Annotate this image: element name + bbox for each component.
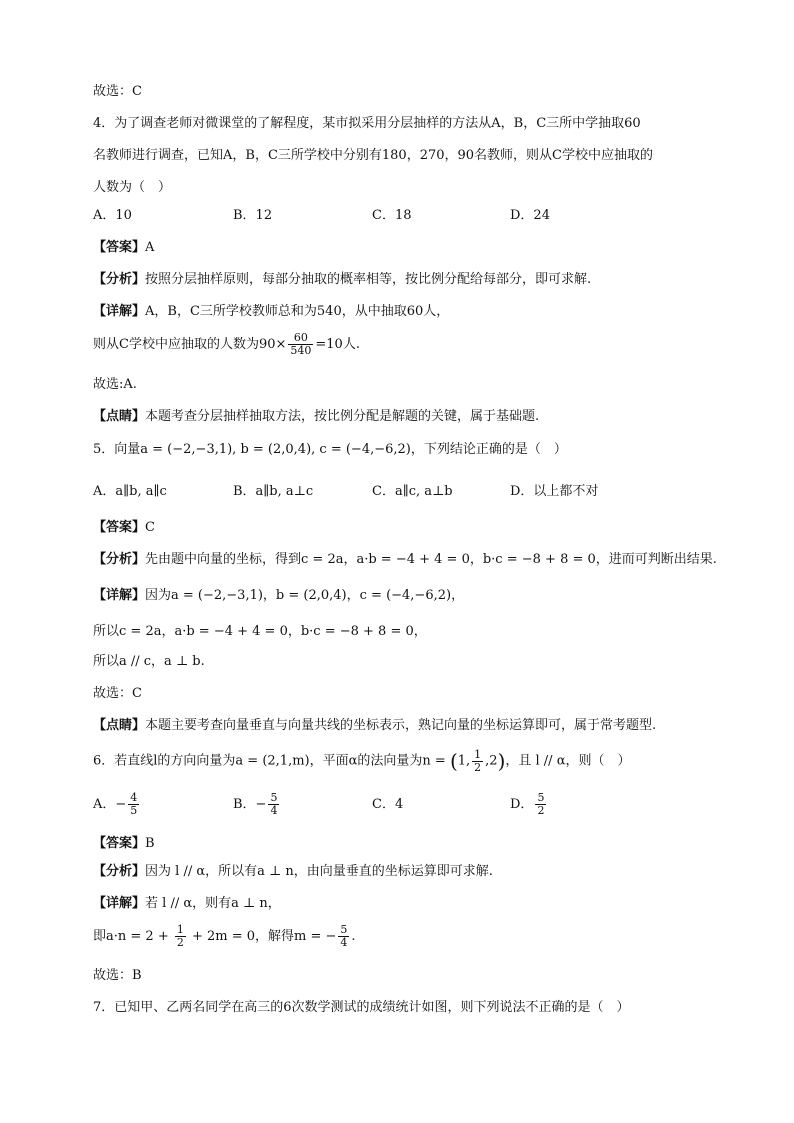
q6-stem: 6．若直线l的方向向量为a = (2,1,m)，平面α的法向量为n = (1, $\frac{1}{2}$ ,2)，且 l // α，则（ ）	[93, 747, 631, 774]
q5-option-b: B．a∥b, a⊥c	[233, 484, 314, 499]
q4-stem-line2: 名教师进行调查，已知A，B，C三所学校中分别有180，270，90名教师，则从C学校中应抽取的	[93, 148, 654, 163]
q4-answer: 【答案】A	[93, 240, 155, 255]
q4-analysis: 【分析】按照分层抽样原则，每部分抽取的概率相等，按比例分配给每部分，即可求解.	[93, 272, 592, 287]
q5-analysis: 【分析】先由题中向量的坐标，得到c = 2a，a·b = −4 + 4 = 0，b·c = −8 + 8 = 0，进而可判断出结果.	[93, 552, 717, 567]
q6-select: 故选：B	[93, 968, 142, 983]
q6-detail: 【详解】若 l // α，则有a ⊥ n，	[93, 896, 281, 911]
q4-option-d: D．24	[510, 208, 550, 223]
q6-vector-fraction: $\frac{1}{2}$	[474, 747, 482, 774]
q6-analysis: 【分析】因为 l // α，所以有a ⊥ n，由向量垂直的坐标运算即可求解.	[93, 864, 493, 879]
q5-so-line1: 所以c = 2a，a·b = −4 + 4 = 0，b·c = −8 + 8 = 0，	[93, 624, 427, 639]
q5-answer: 【答案】C	[93, 520, 155, 535]
q4-option-b: B．12	[233, 208, 273, 223]
q4-option-c: C．18	[372, 208, 412, 223]
q5-stem: 5．向量a = (−2,−3,1), b = (2,0,4), c = (−4,−6,2)，下列结论正确的是（ ）	[93, 442, 567, 457]
q6-calculation: 即a·n = 2 + $\frac{1}{2}$ + 2m = 0，解得m = − $\frac{5}{4}$ .	[93, 923, 356, 949]
q5-option-a: A．a∥b, a∥c	[93, 484, 167, 499]
q4-option-a: A．10	[93, 208, 132, 223]
q4-comment: 【点睛】本题考查分层抽样抽取方法，按比例分配是解题的关键，属于基础题.	[93, 409, 540, 424]
prev-answer-select: 故选：C	[93, 84, 142, 99]
q6-option-d: D． $\frac{5}{2}$	[510, 791, 545, 817]
q4-calculation: 则从C学校中应抽取的人数为90× $\frac{60}{540}$ =10人.	[93, 331, 360, 357]
q4-stem-line3: 人数为（ ）	[93, 180, 172, 195]
q4-stem-line1: 4．为了调查老师对微课堂的了解程度，某市拟采用分层抽样的方法从A，B，C三所中学抽取60	[93, 116, 641, 131]
q4-fraction: $\frac{60}{540}$	[290, 331, 312, 357]
q5-option-c: C．a∥c, a⊥b	[372, 484, 453, 499]
q6-option-c: C．4	[372, 797, 404, 812]
q6-option-a: A．− $\frac{4}{5}$	[93, 791, 138, 817]
q5-select: 故选：C	[93, 686, 142, 701]
q5-so-line2: 所以a // c，a ⊥ b.	[93, 654, 205, 669]
q5-option-d: D．以上都不对	[510, 484, 599, 499]
q4-select: 故选:A.	[93, 377, 137, 392]
q4-detail: 【详解】A，B，C三所学校教师总和为540，从中抽取60人，	[93, 304, 450, 319]
q6-option-b: B．− $\frac{5}{4}$	[233, 791, 278, 817]
q5-comment: 【点睛】本题主要考查向量垂直与向量共线的坐标表示，熟记向量的坐标运算即可，属于常考题型.	[93, 718, 657, 733]
q6-answer: 【答案】B	[93, 836, 155, 851]
q7-stem: 7．已知甲、乙两名同学在高三的6次数学测试的成绩统计如图，则下列说法不正确的是（ ）	[93, 1000, 630, 1015]
q5-detail: 【详解】因为a = (−2,−3,1)，b = (2,0,4)，c = (−4,−6,2)，	[93, 588, 465, 603]
